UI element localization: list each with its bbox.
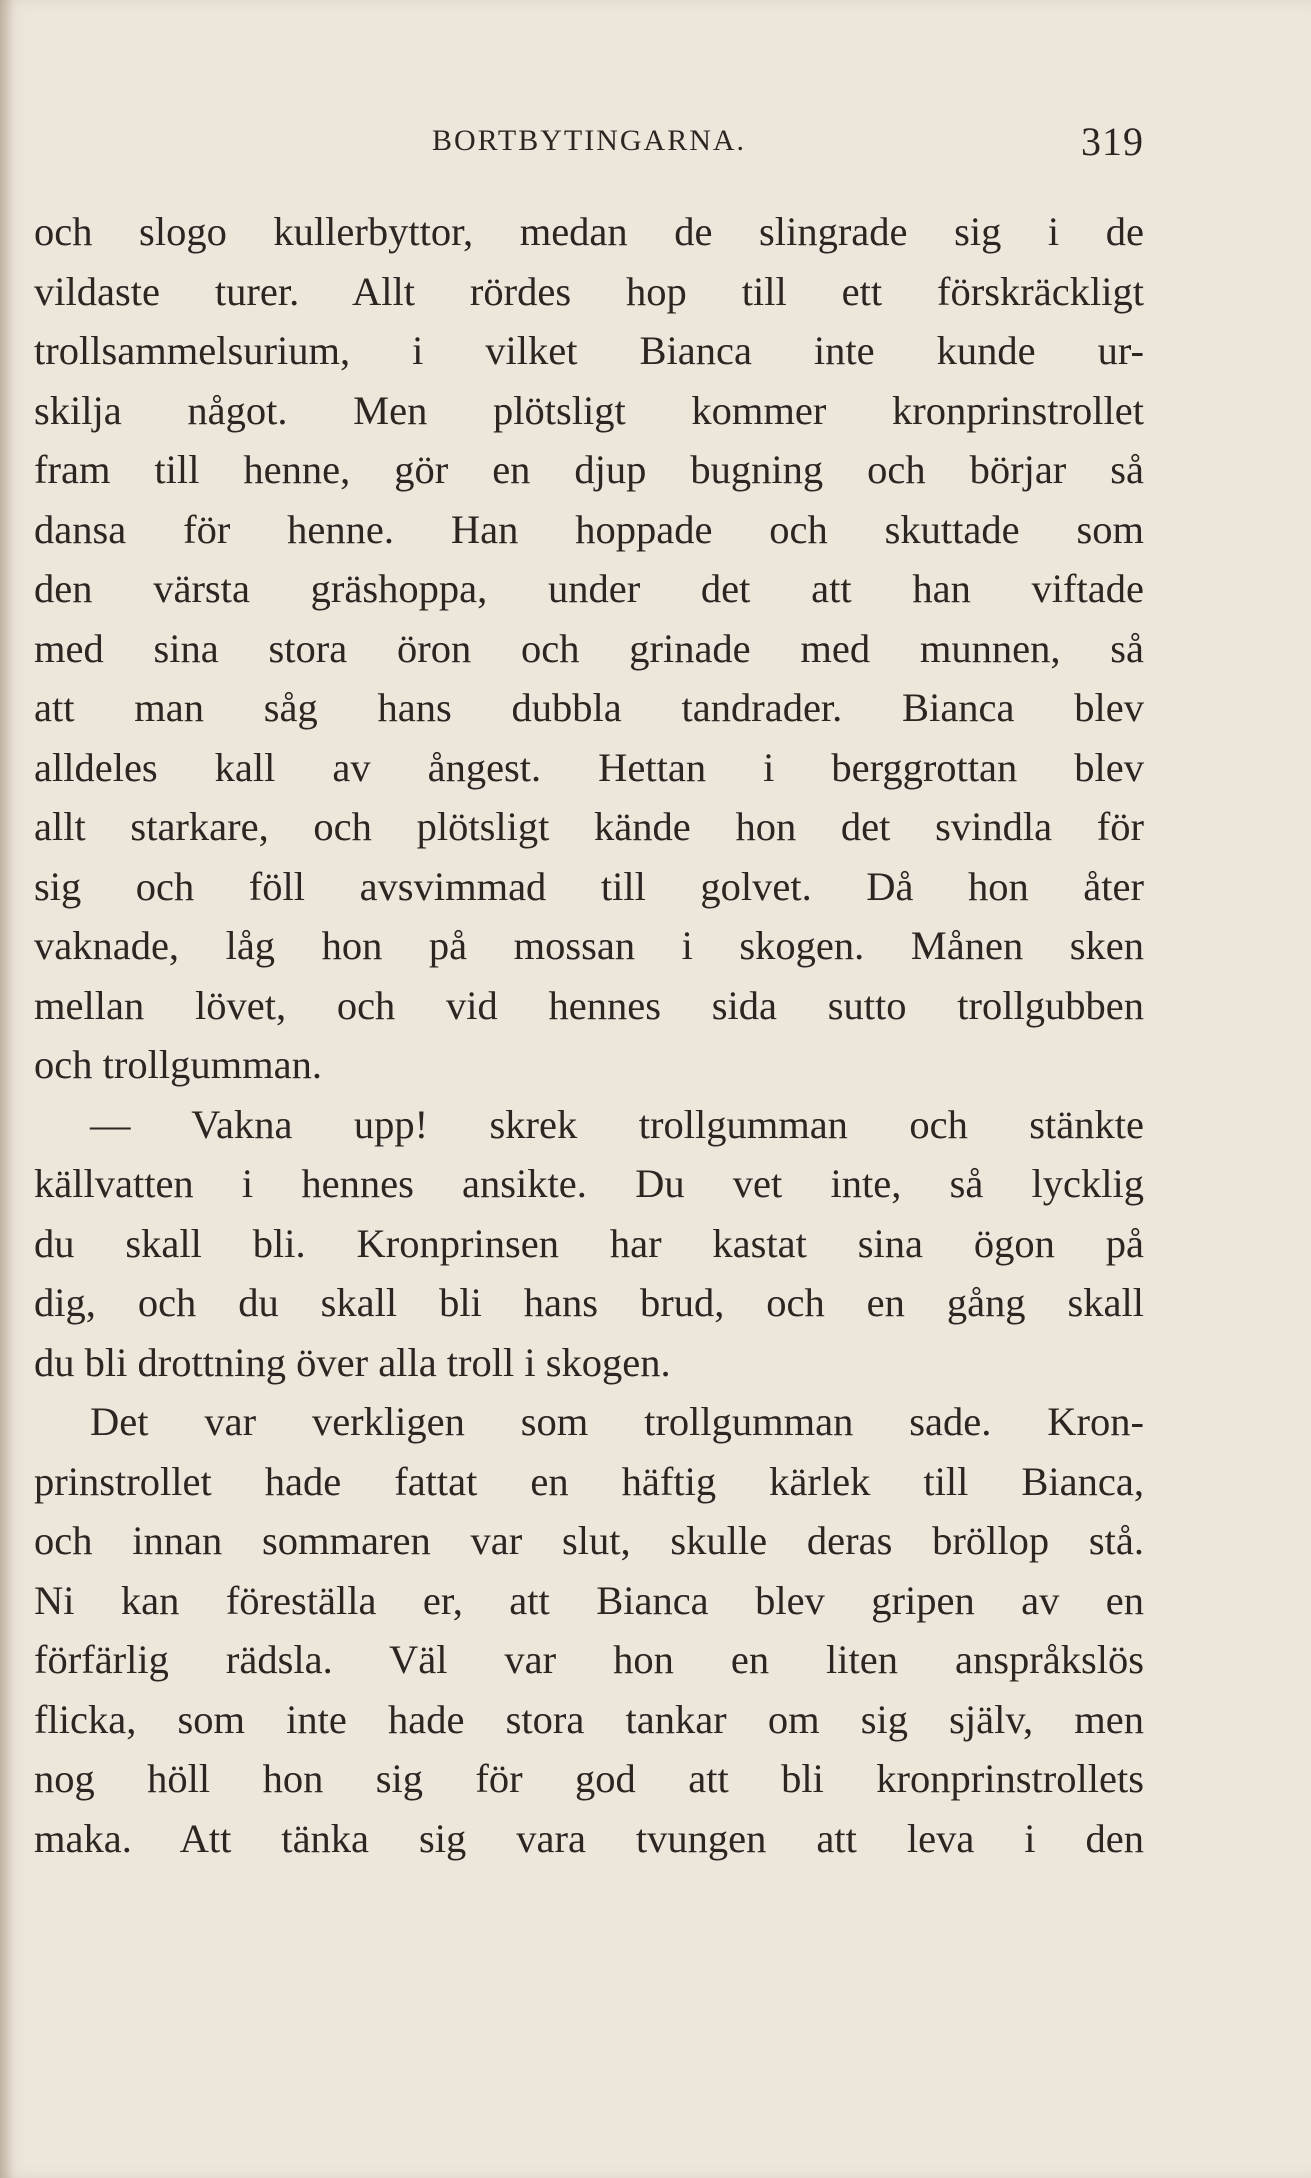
text-line: vildaste turer. Allt rördes hop till ett förskräckligt [34, 268, 1144, 314]
text-line: alldeles kall av ångest. Hettan i berggrottan blev [34, 744, 1144, 790]
text-line: skilja något. Men plötsligt kommer kronprinstrollet [34, 387, 1144, 433]
text-line: och slogo kullerbyttor, medan de slingrade sig i de [34, 209, 1144, 254]
text-line: att man såg hans dubbla tandrader. Bianca blev [34, 685, 1144, 730]
text-line: nog höll hon sig för god att bli kronprinstrollets [34, 1756, 1144, 1801]
text-line: prinstrollet hade fattat en häftig kärlek till Bianca, [34, 1458, 1144, 1504]
running-head [34, 118, 1144, 174]
text-line: vaknade, låg hon på mossan i skogen. Månen sken [34, 923, 1144, 968]
text-line: sig och föll avsvimmad till golvet. Då hon åter [34, 863, 1144, 909]
body-text [34, 202, 1144, 1868]
running-title: BORTBYTINGARNA. [432, 124, 747, 157]
text-line: allt starkare, och plötsligt kände hon det svindla för [34, 804, 1144, 849]
text-line: du skall bli. Kronprinsen har kastat sina ögon på [34, 1220, 1144, 1266]
text-line: dig, och du skall bli hans brud, och en gång skall [34, 1280, 1144, 1325]
text-line: trollsammelsurium, i vilket Bianca inte kunde ur- [34, 328, 1144, 373]
text-line: fram till henne, gör en djup bugning och börjar så [34, 447, 1144, 492]
text-line-paragraph-start: — Vakna upp! skrek trollgumman och stänkte [90, 1101, 1144, 1147]
text-line: flicka, som inte hade stora tankar om sig själv, men [34, 1696, 1144, 1742]
text-line: källvatten i hennes ansikte. Du vet inte, så lycklig [34, 1161, 1144, 1206]
text-line: med sina stora öron och grinade med munnen, så [34, 625, 1144, 671]
text-line: maka. Att tänka sig vara tvungen att leva i den [34, 1815, 1144, 1861]
text-line-paragraph-end: och trollgumman. [34, 1042, 322, 1087]
text-line-paragraph-start: Det var verkligen som trollgumman sade. Kron- [90, 1399, 1144, 1444]
gutter-shadow [0, 0, 14, 2178]
text-line: mellan lövet, och vid hennes sida sutto trollgubben [34, 982, 1144, 1028]
text-line: förfärlig rädsla. Väl var hon en liten anspråkslös [34, 1637, 1144, 1682]
text-line: Ni kan föreställa er, att Bianca blev gripen av en [34, 1577, 1144, 1623]
text-line-paragraph-end: du bli drottning över alla troll i skogen. [34, 1339, 671, 1385]
text-line: dansa för henne. Han hoppade och skuttade som [34, 506, 1144, 552]
text-line: den värsta gräshoppa, under det att han viftade [34, 566, 1144, 611]
text-line: och innan sommaren var slut, skulle deras bröllop stå. [34, 1518, 1144, 1563]
page-number: 319 [1081, 119, 1144, 164]
